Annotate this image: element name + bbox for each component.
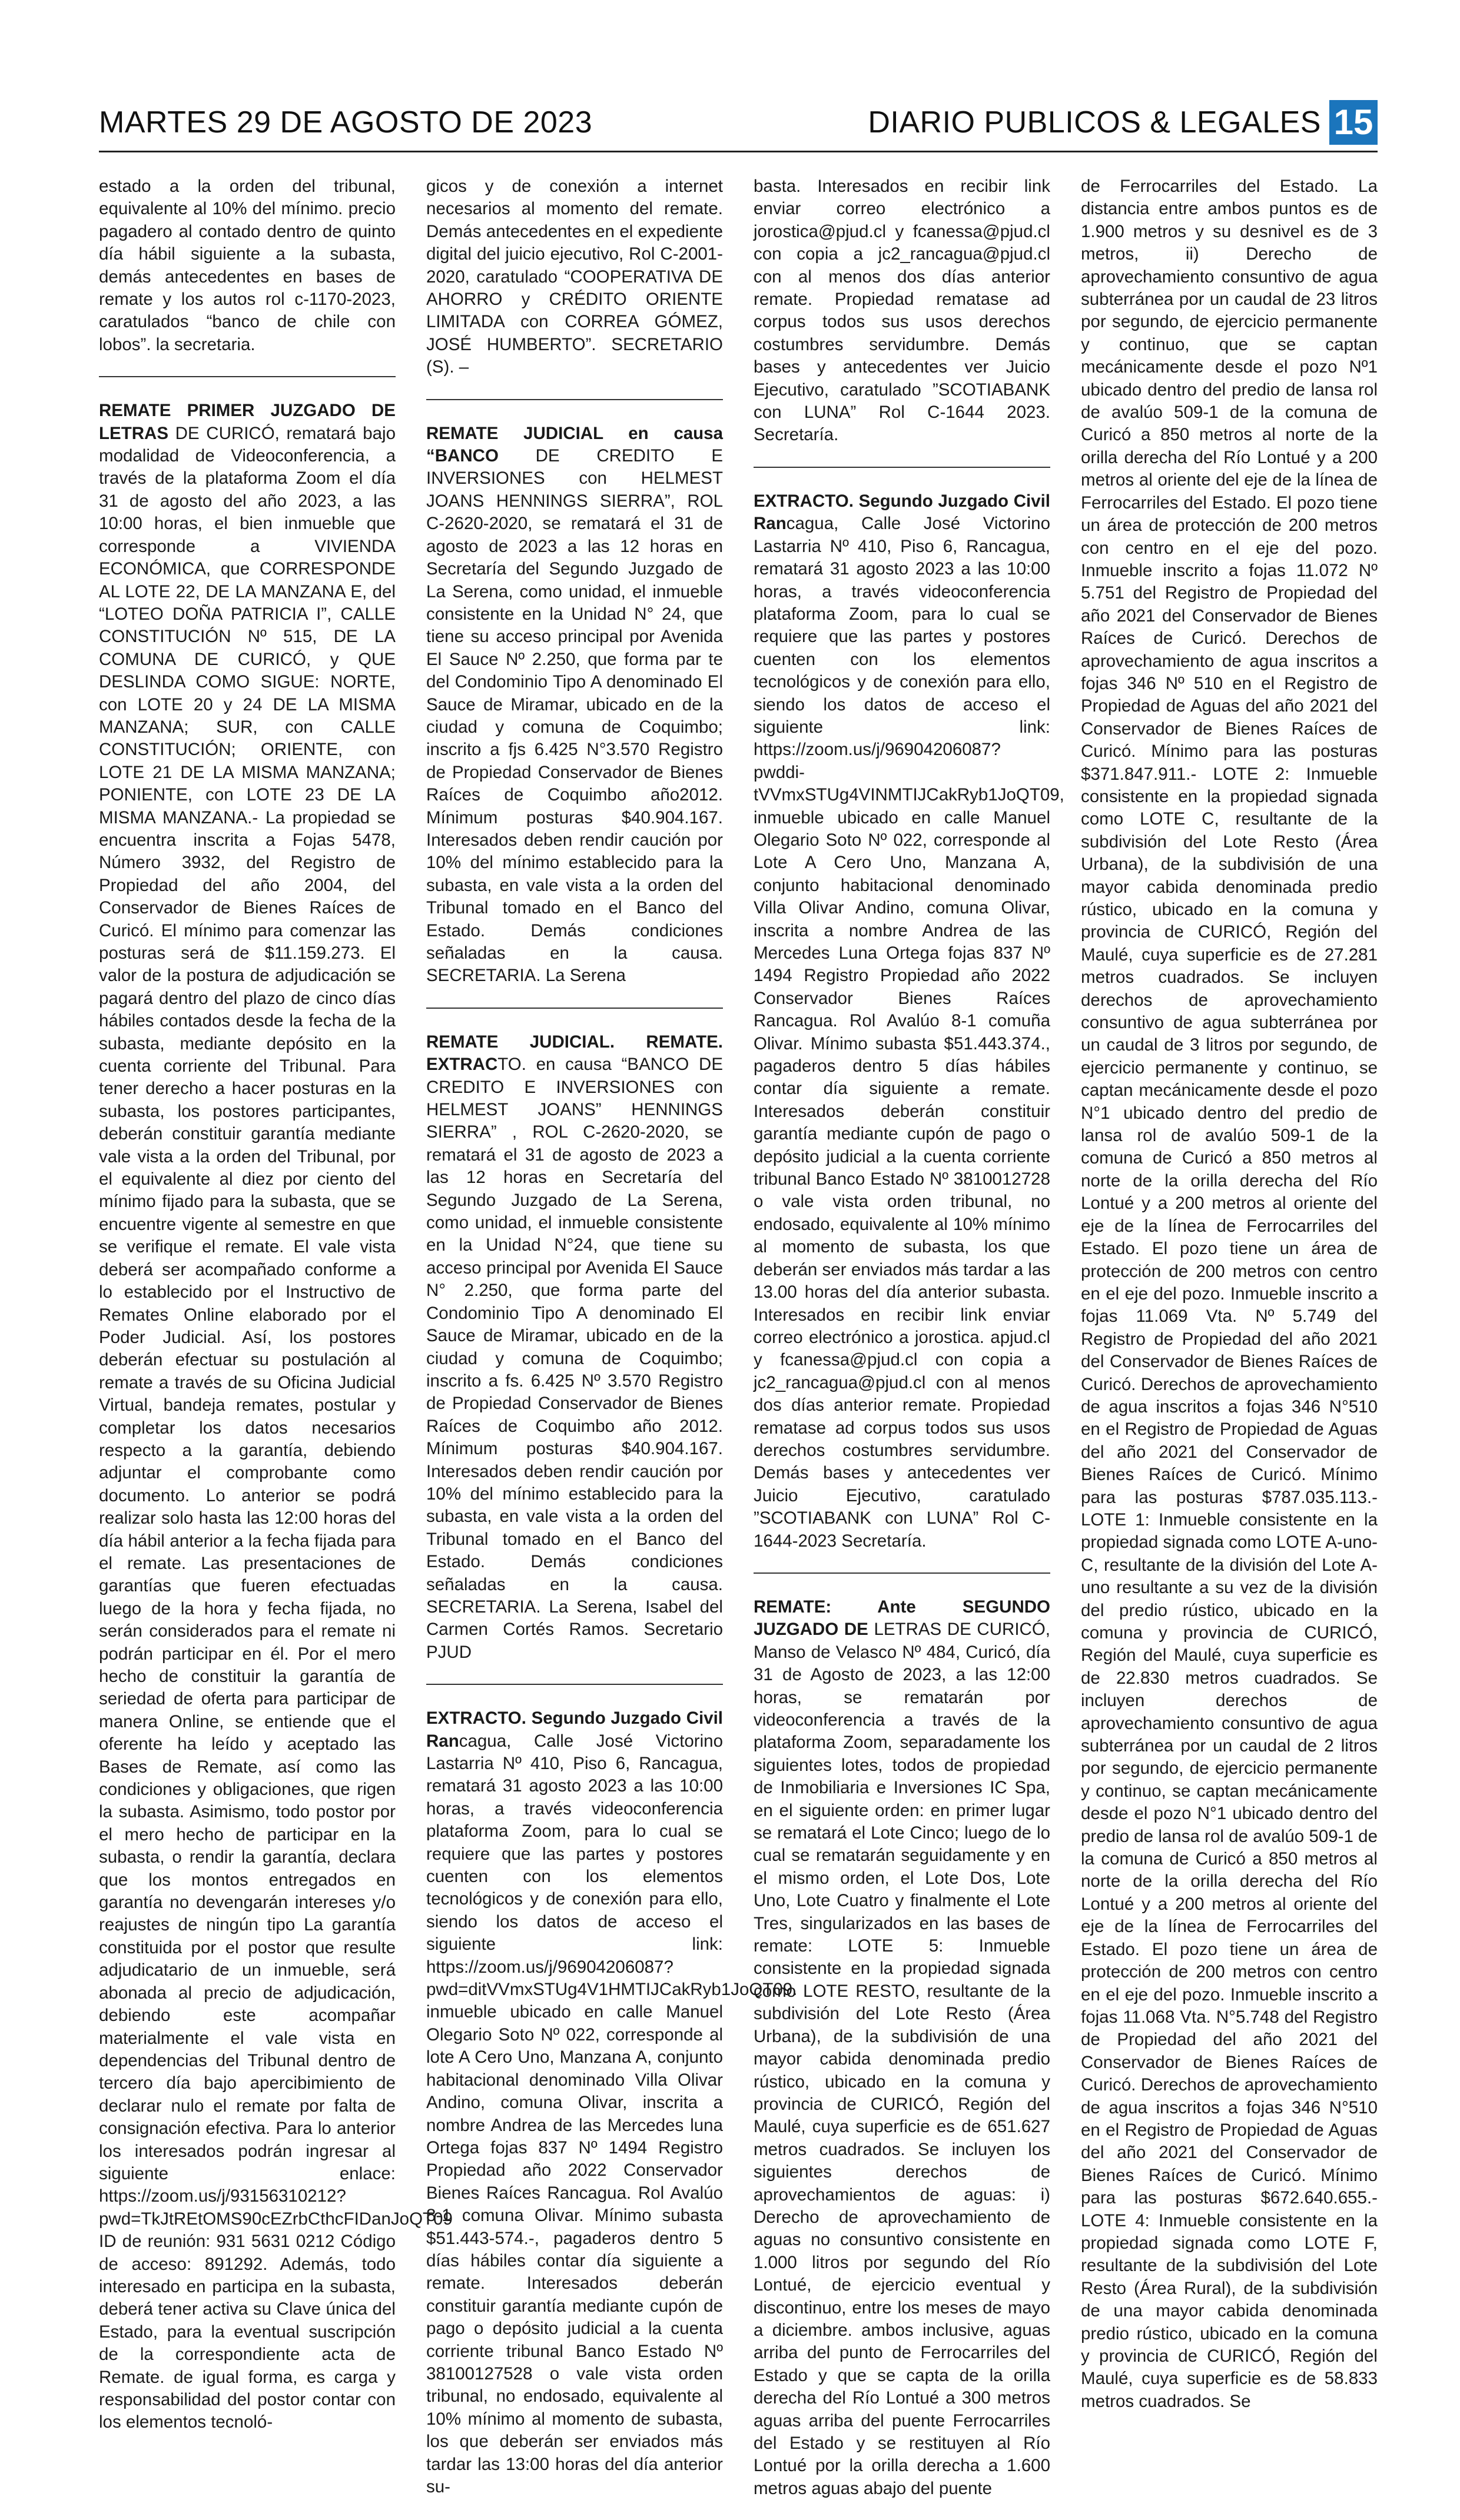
page-number-badge: 15: [1329, 100, 1378, 145]
text-column: [426, 175, 798, 2496]
notice-heading: EXTRACTO. Segundo Juzgado Civil Ran: [754, 491, 1050, 534]
notice-separator: [426, 1684, 723, 1685]
notice-text: [754, 1596, 1050, 2500]
notice-text: [426, 423, 723, 988]
notice-heading: REMATE: Ante SEGUNDO JUZGADO DE: [754, 1597, 1050, 1640]
legal-notice: [754, 490, 1064, 1572]
text-column: [1081, 175, 1378, 2411]
notice-body: DE CREDITO E INVERSIONES con HELMEST JOANS HENNINGS SIERRA”, ROL C-2620-2020, se rematará el 31 de agosto de 2023 a las 12 horas en Secretaría del Segundo Juzgado de La Serena, como unidad, el inmueble consistente en la Unidad N° 24, que tiene su acceso principal por Avenida El Sauce Nº 2.250, que forma par te del Condominio Tipo A denominado El Sauce de Miramar, ubicado en de la ciudad y comuna de Coquimbo; inscrito a fjs 6.425 N°3.570 Registro de Propiedad Conservador de Bienes Raíces de Coquimbo año2012. Mínimum posturas $40.904.167. Interesados deben rendir caución por 10% del mínimo establecido para la subasta, en vale vista a la orden del Tribunal tomado en el Banco del Estado. Demás condiciones señaladas en la causa. SECRETARIA. La Serena: [426, 446, 723, 986]
notice-heading: EXTRACTO. Segundo Juzgado Civil Ran: [426, 1708, 723, 1751]
text-column: [99, 175, 453, 2432]
legal-notice: [426, 423, 723, 1008]
classifieds-columns: [99, 175, 1378, 2498]
notice-body: cagua, Calle José Victorino Lastarria Nº 410, Piso 6, Rancagua, rematará 31 agosto 2023 a las 10:00 horas, a través videoconferencia plataforma Zoom, para lo cual se requiere que las partes y postores cuenten con los elementos tecnológicos y de conexión para ello, siendo los datos de acceso el siguiente link: https://zoom.us/j/96904206087?pwddi-tVVmxSTUg4VINMTIJCakRyb1JoQT09, inmueble ubicado en calle Manuel Olegario Soto Nº 022, corresponde al Lote A Cero Uno, Manzana A, conjunto habitacional denominado Villa Olivar Andino, comuna Olivar, inscrita a nombre Andrea de las Mercedes Luna Ortega fojas 837 Nº 1494 Registro Propiedad año 2022 Conservador Bienes Raíces Rancagua. Rol Avalúo 8-1 comuña Olivar. Mínimo subasta $51.443.374., pagaderos dentro 5 días hábiles contar día siguiente a remate. Interesados deberán constituir garantía mediante cupón de pago o depósito judicial a la cuenta corriente tribunal Banco Estado Nº 3810012728 o vale vista orden tribunal, no endosado, equivalente al 10% mínimo al momento de subasta, los que deberán ser enviados más tardar a las 13.00 horas del día anterior subasta. Interesados en recibir link enviar correo electrónico a jorostica. apjud.cl y fcanessa@pjud.cl con copia a jc2_rancagua@pjud.cl con al menos dos días anterior remate. Propiedad rematase ad corpus todos sus usos derechos costumbres servidumbre. Demás bases y antecedentes ver Juicio Ejecutivo, caratulado ”SCOTIABANK con LUNA” Rol C-1644-2023 Secretaría.: [754, 514, 1064, 1551]
notice-body: basta. Interesados en recibir link enviar correo electrónico a jorostica@pjud.cl y fcanessa@pjud.cl con copia a jc2_rancagua@pjud.cl con al menos dos días anterior remate. Propiedad rematase ad corpus todos sus usos derechos costumbres servidumbre. Demás bases y antecedentes ver Juicio Ejecutivo, caratulado ”SCOTIABANK con LUNA” Rol C-1644 2023. Secretaría.: [754, 177, 1050, 445]
notice-body: de Ferrocarriles del Estado. La distancia entre ambos puntos es de 1.900 metros y su desnivel es de 3 metros, ii) Derecho de aprovechamiento consuntivo de agua subterránea por un caudal de 23 litros por segundo, de ejercicio permanente y continuo, que se captan mecánicamente desde el pozo Nº1 ubicado dentro del predio de lansa rol de avalúo 509-1 de la comuna de Curicó a 850 metros al norte de la orilla derecha del Río Lontué y a 200 metros al oriente del eje de la línea de Ferrocarriles del Estado. El pozo tiene un área de protección de 200 metros con centro en el eje del pozo. Inmueble inscrito a fojas 11.072 Nº 5.751 del Registro de Propiedad del año 2021 del Conservador de Bienes Raíces de Curicó. Derechos de aprovechamiento de agua inscritos a fojas 346 Nº 510 en el Registro de Propiedad de Aguas del año 2021 del Conservador de Bienes Raíces de Curicó. Mínimo para las posturas $371.847.911.- LOTE 2: Inmueble consistente en la propiedad signada como LOTE C, resultante de la subdivisión del Lote Resto (Área Urbana), de la subdivisión de una mayor cabida denominada predio rústico, ubicado en la comuna y provincia de CURICÓ, Región del Maulé, cuya superficie es de 27.281 metros cuadrados. Se incluyen derechos de aprovechamiento consuntivo de agua subterránea por un caudal de 3 litros por segundo, de ejercicio permanente y continuo, se captan mecánicamente desde el pozo N°1 ubicado dentro del predio de lansa rol de avalúo 509-1 de la comuna de Curicó a 850 metros al norte de la orilla derecha del Río Lontué y a 200 metros al oriente del eje de la línea de Ferrocarriles del Estado. El pozo tiene un área de protección de 200 metros con centro en el eje del pozo. Inmueble inscrito a fojas 11.069 Vta. Nº 5.749 del Registro de Propiedad del año 2021 del Conservador de Bienes Raíces de Curicó. Derechos de aprovechamiento de agua inscritos a fojas 346 N°510 en el Registro de Propiedad de Aguas del año 2021 del Conservador de Bienes Raíces de Curicó. Mínimo para las posturas $787.035.113.- LOTE 1: Inmueble consistente en la propiedad signada como LOTE A-uno-C, resultante de la división del Lote A-uno resultante a su vez de la división del predio rústico, ubicado en la comuna y provincia de CURICÓ, Región del Maulé, cuya superficie es de 22.830 metros cuadrados. Se incluyen derechos de aprovechamiento consuntivo de agua subterránea por un caudal de 2 litros por segundo, de ejercicio permanente y continuo, se captan mecánicamente desde el pozo N°1 ubicado dentro del predio de lansa rol de avalúo 509-1 de la comuna de Curicó a 850 metros al norte de la orilla derecha del Río Lontué y a 200 metros al oriente del eje de la línea de Ferrocarriles del Estado. El pozo tiene un área de protección de 200 metros con centro en el eje del pozo. Inmueble inscrito a fojas 11.068 Vta. N°5.748 del Registro de Propiedad del año 2021 del Conservador de Bienes Raíces de Curicó. Derechos de aprovechamiento de agua inscritos a fojas 346 N°510 en el Registro de Propiedad de Aguas del año 2021 del Conservador de Bienes Raíces de Curicó. Mínimo para las posturas $672.640.655.- LOTE 4: Inmueble consistente en la propiedad signada como LOTE F, resultante de la subdivisión del Lote Resto (Área Rural), de la subdivisión de una mayor cabida denominada predio rústico, ubicado en la comuna y provincia de CURICÓ, Región del Maulé, cuya superficie es de 58.833 metros cuadrados. Se: [1081, 177, 1378, 2411]
legal-notice: [426, 1707, 798, 2518]
notice-text: [99, 175, 396, 356]
legal-notice: [1081, 175, 1378, 2433]
legal-notice: [754, 1596, 1050, 2520]
notice-text: [99, 400, 453, 2434]
notice-text: [754, 175, 1050, 447]
notice-body: gicos y de conexión a internet necesarios al momento del remate. Demás antecedentes en el expediente digital del juicio ejecutivo, Rol C-2001-2020, caratulado “COOPERATIVA DE AHORRO y CRÉDITO ORIENTE LIMITADA con CORREA GÓMEZ, JOSÉ HUMBERTO”. SECRETARIO (S). –: [426, 177, 723, 377]
notice-text: [426, 1707, 798, 2498]
masthead: [99, 104, 1378, 146]
legal-notice: [754, 175, 1050, 467]
legal-notice: [99, 175, 396, 376]
notice-text: [426, 175, 723, 379]
notice-text: [754, 490, 1064, 1552]
publication-title: DIARIO PUBLICOS & LEGALES: [868, 105, 1321, 139]
notice-heading: REMATE JUDICIAL. REMATE. EXTRAC: [426, 1032, 723, 1075]
notice-heading: REMATE JUDICIAL en causa “BANCO: [426, 423, 723, 466]
notice-body: cagua, Calle José Victorino Lastarria Nº 410, Piso 6, Rancagua, rematará 31 agosto 2023 a las 10:00 horas, a través videoconferencia plataforma Zoom, para lo cual se requiere que las partes y postores cuenten con los elementos tecnológicos y de conexión para ello, siendo los datos de acceso el siguiente link: https://zoom.us/j/96904206087?pwd=ditVVmxSTUg4V1HMTIJCakRyb1JoQT09. inmueble ubicado en calle Manuel Olegario Soto Nº 022, corresponde al lote A Cero Uno, Manzana A, conjunto habitacional denominado Villa Olivar Andino, comuna Olivar, inscrita a nombre Andrea de las Mercedes luna Ortega fojas 837 Nº 1494 Registro Propiedad año 2022 Conservador Bienes Raíces Rancagua. Rol Avalúo 8-1 comuna Olivar. Mínimo subasta $51.443-574.-, pagaderos dentro 5 días hábiles contar día siguiente a remate. Interesados deberán constituir garantía mediante cupón de pago o depósito judicial a la cuenta corriente tribunal Banco Estado Nº 38100127528 o vale vista orden tribunal, no endosado, equivalente al 10% mínimo al momento de subasta, los que deberán ser enviados más tardar las 13:00 horas del día anterior su-: [426, 1731, 798, 2496]
masthead-rule: [99, 151, 1378, 152]
notice-separator: [426, 399, 723, 400]
notice-body: LETRAS DE CURICÓ, Manso de Velasco Nº 484, Curicó, día 31 de Agosto de 2023, a las 12:00 horas, se rematarán por videoconferencia a través de la plataforma Zoom, separadamente los siguientes lotes, todos de propiedad de Inmobiliaria e Inversiones IC Spa, en el siguiente orden: en primer lugar se rematará el Lote Cinco; luego de lo cual se rematarán seguidamente y en el mismo orden, el Lote Dos, Lote Uno, Lote Cuatro y finalmente el Lote Tres, singularizados en las bases de remate: LOTE 5: Inmueble consistente en la propiedad signada como LOTE RESTO, resultante de la subdivisión del Lote Resto (Área Urbana), de la subdivisión de una mayor cabida denominada predio rústico, ubicado en la comuna y provincia de CURICÓ, Región del Maulé, cuya superficie es de 651.627 metros cuadrados. Se incluyen los siguientes derechos de aprovechamientos de aguas: i) Derecho de aprovechamiento de aguas no consuntivo consistente en 1.000 litros por segundo del Río Lontué, de ejercicio eventual y discontinuo, entre los meses de mayo a diciembre. ambos inclusive, aguas arriba del punto de Ferrocarriles del Estado y que se capta de la orilla derecha del Río Lontué a 300 metros aguas arriba del puente Ferrocarriles del Estado y se restituyen al Río Lontué por la orilla derecha a 1.600 metros aguas abajo del puente: [754, 1620, 1050, 2498]
issue-date: MARTES 29 DE AGOSTO DE 2023: [99, 105, 593, 139]
legal-notice: [99, 400, 453, 2454]
notice-text: [426, 1031, 723, 1664]
text-column: [754, 175, 1064, 2498]
notice-heading: REMATE PRIMER JUZGADO DE LETRAS: [99, 401, 396, 443]
notice-body: DE CURICÓ, rematará bajo modalidad de Videoconferencia, a través de la plataforma Zoom el día 31 de agosto del año 2023, a las 10:00 horas, el bien inmueble que corresponde a VIVIENDA ECONÓMICA, que CORRESPONDE AL LOTE 22, DE LA MANZANA E, del “LOTEO DOÑA PATRICIA I”, CALLE CONSTITUCIÓN Nº 515, DE LA COMUNA DE CURICÓ, y QUE DESLINDA COMO SIGUE: NORTE, con LOTE 20 y 24 DE LA MISMA MANZANA; SUR, con CALLE CONSTITUCIÓN; ORIENTE, con LOTE 21 DE LA MISMA MANZANA; PONIENTE, con LOTE 23 DE LA MISMA MANZANA.- La propiedad se encuentra inscrita a Fojas 5478, Número 3932, del Registro de Propiedad del año 2004, del Conservador de Bienes Raíces de Curicó. El mínimo para comenzar las posturas será de $11.159.273. El valor de la postura de adjudicación se pagará dentro del plazo de cinco días hábiles contados desde la fecha de la subasta, mediante depósito en la cuenta corriente del Tribunal. Para tener derecho a hacer posturas en la subasta, los postores participantes, deberán constituir garantía mediante vale vista a la orden del Tribunal, por el equivalente al diez por ciento del mínimo fijado para la subasta, que se encuentre vigente al semestre en que se verifique el remate. El vale vista deberá ser acompañado conforme a lo establecido por el Instructivo de Remates Online elaborado por el Poder Judicial. Así, los postores deberán efectuar su postulación al remate a través de su Oficina Judicial Virtual, bandeja remates, postular y completar los datos necesarios respecto a la garantía, debiendo adjuntar el comprobante como documento. Lo anterior se podrá realizar solo hasta las 12:00 horas del día hábil anterior a la fecha fijada para el remate. Las presentaciones de garantías que fueren efectuadas luego de la hora y fecha fijada, no serán considerados para el remate ni podrán participar en él. Por el mero hecho de constituir la garantía de seriedad de oferta para participar de manera Online, se entiende que el oferente ha leído y aceptado las Bases de Remate, así como las condiciones y obligaciones, que rigen la subasta. Asimismo, todo postor por el mero hecho de participar en la subasta, o rendir la garantía, declara que los montos entregados en garantía no devengarán intereses y/o reajustes de ningún tipo La garantía constituida por el postor que resulte adjudicatario de un inmueble, será abonada al precio de adjudicación, debiendo este acompañar materialmente el vale vista en dependencias del Tribunal dentro de tercero día bajo apercibimiento de declarar nulo el remate por falta de consignación efectiva. Para lo anterior los interesados podrán ingresar al siguiente enlace: https://zoom.us/j/93156310212?pwd=TkJtREtOMS90cEZrbCthcFIDanJoQT09 ID de reunión: 931 5631 0212 Código de acceso: 891292. Además, todo interesado en participa en la subasta, deberá tener activa su Clave única del Estado, para la eventual suscripción de la correspondiente acta de Remate. de igual forma, es carga y responsabilidad del postor contar con los elementos tecnoló-: [99, 423, 453, 2432]
notice-body: TO. en causa “BANCO DE CREDITO E INVERSIONES con HELMEST JOANS” HENNINGS SIERRA” , ROL C-2620-2020, se rematará el 31 de agosto de 2023 a las 12 horas en Secretaría del Segundo Juzgado de La Serena, como unidad, el inmueble consistente en la Unidad N°24, que tiene su acceso principal por Avenida El Sauce N° 2.250, que forma parte del Condominio Tipo A denominado El Sauce de Miramar, ubicado en de la ciudad y comuna de Coquimbo; inscrito a fs. 6.425 Nº 3.570 Registro de Propiedad Conservador de Bienes Raíces de Coquimbo año 2012. Mínimum posturas $40.904.167. Interesados deben rendir caución por 10% del mínimo establecido para la subasta, en vale vista a la orden del Tribunal tomado en el Banco del Estado. Demás condiciones señaladas en la causa. SECRETARIA. La Serena, Isabel del Carmen Cortés Ramos. Secretario PJUD: [426, 1055, 723, 1662]
legal-notice: [426, 175, 723, 399]
notice-separator: [754, 467, 1050, 468]
notice-text: [1081, 175, 1378, 2413]
notice-separator: [99, 376, 396, 377]
notice-separator: [754, 1572, 1050, 1574]
legal-notice: [426, 1031, 723, 1684]
notice-body: estado a la orden del tribunal, equivalente al 10% del mínimo. precio pagadero al contado dentro de quinto día hábil siguiente a la subasta, demás antecedentes en bases de remate y los autos rol c-1170-2023, caratulados “banco de chile con lobos”. la secretaria.: [99, 177, 396, 354]
notice-separator: [426, 1008, 723, 1009]
